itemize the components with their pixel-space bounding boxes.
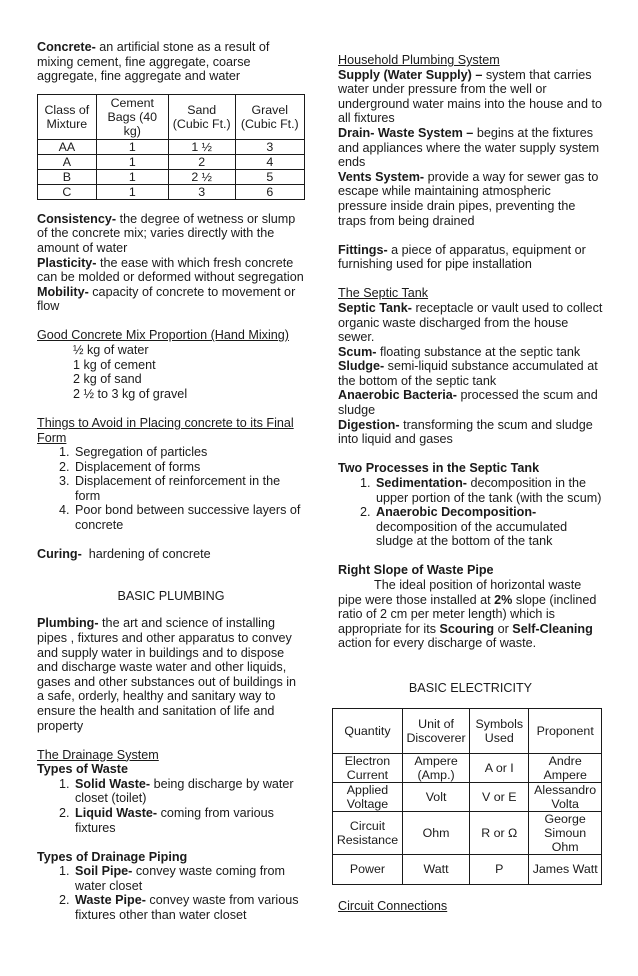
circuit-connections-heading: Circuit Connections — [338, 898, 448, 913]
table-header-row — [333, 708, 602, 753]
table-header: Proponent — [529, 708, 602, 753]
table-header: Cement Bags (40 kg) — [96, 94, 168, 139]
mix-proportion-heading: Good Concrete Mix Proportion (Hand Mixing) — [37, 328, 289, 343]
electricity-table — [332, 708, 602, 885]
table-header: Unit of Discoverer — [402, 708, 469, 753]
table-header: Gravel (Cubic Ft.) — [235, 94, 304, 139]
right-column — [338, 53, 603, 913]
table-row: AA 1 1 ½ 3 — [38, 139, 305, 154]
list-item: 1. Soil Pipe- convey waste coming from water closet — [73, 864, 305, 893]
table-header: Sand (Cubic Ft.) — [168, 94, 235, 139]
list-item: 1. Solid Waste- being discharge by water closet (toilet) — [73, 777, 305, 806]
drainage-system-heading: The Drainage System — [37, 747, 159, 762]
concrete-definition: Concrete- an artificial stone as a result of mixing cement, fine aggregate, coarse aggregate, fine aggregate and water — [37, 40, 270, 84]
septic-tank-definition: Septic Tank- receptacle or vault used to collect organic waste discharged from the house sewer. — [338, 300, 603, 345]
things-to-avoid-heading: Things to Avoid in Placing concrete to its Final Form — [37, 415, 294, 445]
mobility-definition: Mobility- capacity of concrete to movement or flow — [37, 284, 296, 314]
right-slope-heading: Right Slope of Waste Pipe — [338, 563, 494, 578]
anaerobic-bacteria-definition: Anaerobic Bacteria- processed the scum and sludge — [338, 388, 598, 418]
list-item: 1. Sedimentation- decomposition in the upper portion of the tank (with the scum) — [374, 476, 603, 505]
waste-types-list — [37, 777, 305, 835]
list-item: 2. Displacement of forms — [73, 460, 305, 475]
table-row: Applied Voltage Volt V or E Alessandro Volta — [333, 782, 602, 811]
table-header: Symbols Used — [470, 708, 529, 753]
sludge-definition: Sludge- semi-liquid substance accumulated at the bottom of the septic tank — [338, 359, 598, 388]
basic-electricity-title: BASIC ELECTRICITY — [408, 680, 533, 695]
table-row: Electron Current Ampere (Amp.) A or I Andre Ampere — [333, 753, 602, 782]
avoid-list — [37, 445, 305, 533]
septic-tank-heading: The Septic Tank — [338, 286, 429, 301]
list-item: 1 kg of cement — [73, 357, 156, 372]
table-header: Quantity — [333, 708, 403, 753]
digestion-definition: Digestion- transforming the scum and sludge into liquid and gases — [338, 417, 593, 447]
processes-list — [338, 476, 603, 549]
two-processes-heading: Two Processes in the Septic Tank — [338, 461, 540, 476]
list-item: 1. Segregation of particles — [73, 445, 305, 460]
curing-definition: Curing- hardening of concrete — [37, 547, 211, 562]
scum-definition: Scum- floating substance at the septic tank — [338, 344, 581, 359]
list-item: 2 kg of sand — [73, 372, 142, 387]
piping-types-list — [37, 864, 305, 922]
fittings-definition: Fittings- a piece of apparatus, equipment or furnishing used for pipe installation — [338, 242, 586, 272]
table-header: Class of Mixture — [38, 94, 97, 139]
list-item: ½ kg of water — [73, 343, 149, 358]
types-of-waste-heading: Types of Waste — [37, 762, 128, 777]
household-plumbing-heading: Household Plumbing System — [338, 53, 500, 67]
list-item: 2. Waste Pipe- convey waste from various fixtures other than water closet — [73, 893, 305, 922]
list-item: 3. Displacement of reinforcement in the form — [73, 474, 305, 503]
list-item: 4. Poor bond between successive layers of concrete — [73, 503, 305, 532]
list-item: 2 ½ to 3 kg of gravel — [73, 386, 188, 401]
consistency-definition: Consistency- the degree of wetness or slump of the concrete mix; varies directly with the amount of water — [37, 211, 296, 255]
plasticity-definition: Plasticity- the ease with which fresh concrete can be molded or deformed without segregation — [37, 255, 304, 285]
right-slope-text: The ideal position of horizontal waste pipe were those installed at 2% slope (inclined ratio of 2 cm per meter length) which is appropriate for its Scouring or Self-Cleaning action for every discharge of waste. — [338, 578, 597, 651]
drain-waste-definition: Drain- Waste System – begins at the fixtures and appliances where the water supply system ends — [338, 125, 600, 170]
table-header-row — [38, 94, 305, 139]
left-column — [37, 40, 305, 923]
table-row: Power Watt P James Watt — [333, 854, 602, 884]
list-item: 2. Anaerobic Decomposition- decomposition of the accumulated sludge at the bottom of the tank — [374, 505, 603, 549]
plumbing-definition: Plumbing- the art and science of installing pipes , fixtures and other apparatus to convey and supply water in buildings and to dispose and discharge waste water and other liquids, gases and other substances out of buildings in a safe, orderly, healthy and sanitary way to ensure the health and sanitation of life and property — [37, 616, 297, 733]
table-row: B 1 2 ½ 5 — [38, 169, 305, 184]
supply-definition: Supply (Water Supply) – system that carries water under pressure from the well or underground water mains into the house and to all fixtures — [338, 67, 602, 126]
drainage-piping-heading: Types of Drainage Piping — [37, 849, 188, 864]
table-row: C 1 3 6 — [38, 184, 305, 199]
list-item: 2. Liquid Waste- coming from various fixtures — [73, 806, 305, 835]
vents-definition: Vents System- provide a way for sewer gas to escape while maintaining atmospheric pressure inside drain pipes, preventing the traps from being drained — [338, 169, 599, 228]
mixture-table — [37, 94, 305, 200]
basic-plumbing-title: BASIC PLUMBING — [117, 588, 225, 603]
table-row: A 1 2 4 — [38, 154, 305, 169]
table-row: Circuit Resistance Ohm R or Ω George Simoun Ohm — [333, 811, 602, 854]
